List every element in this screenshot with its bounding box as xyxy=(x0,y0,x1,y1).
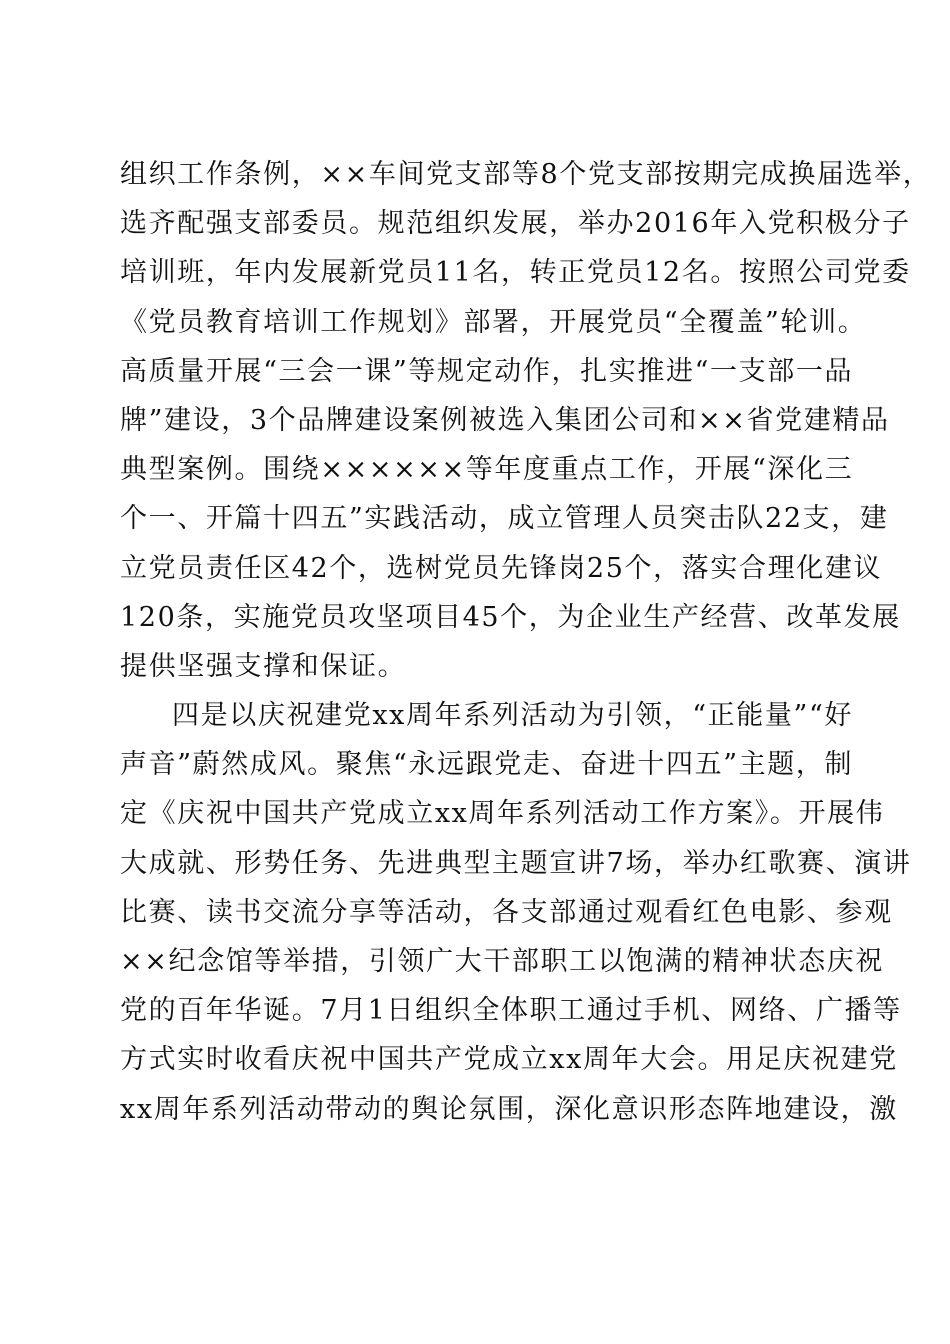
text-line: 方式实时收看庆祝中国共产党成立xx周年大会。用足庆祝建党 xyxy=(120,1044,898,1076)
text-line: 立党员责任区42个，选树党员先锋岗25个，落实合理化建议 xyxy=(120,552,883,584)
text-line: 声音”蔚然成风。聚焦“永远跟党走、奋进十四五”主题，制 xyxy=(120,749,854,781)
text-line: 《党员教育培训工作规划》部署，开展党员“全覆盖”轮训。 xyxy=(120,306,867,338)
text-line: ××纪念馆等举措，引领广大干部职工以饱满的精神状态庆祝 xyxy=(120,946,884,977)
document-body xyxy=(120,150,932,1134)
text-line: 组织工作条例，××车间党支部等8个党支部按期完成换届选举， xyxy=(120,159,932,190)
text-line: 定《庆祝中国共产党成立xx周年系列活动工作方案》。开展伟 xyxy=(120,798,885,830)
paragraph-1 xyxy=(120,150,932,691)
text-line: 牌”建设，3个品牌建设案例被选入集团公司和××省党建精品 xyxy=(120,404,890,436)
text-line: 高质量开展“三会一课”等规定动作，扎实推进“一支部一品 xyxy=(120,355,854,387)
text-line: 大成就、形势任务、先进典型主题宣讲7场，举办红歌赛、演讲 xyxy=(120,847,912,879)
text-line: xx周年系列活动带动的舆论氛围，深化意识形态阵地建设，激 xyxy=(120,1093,898,1125)
text-line: 典型案例。围绕××××××等年度重点工作，开展“深化三 xyxy=(120,454,854,486)
paragraph-2 xyxy=(120,691,912,1134)
text-line: 党的百年华诞。7月1日组织全体职工通过手机、网络、广播等 xyxy=(120,995,902,1027)
text-line: 提供坚强支撑和保证。 xyxy=(120,650,407,682)
text-line: 四是以庆祝建党xx周年系列活动为引领，“正能量”“好 xyxy=(172,700,853,732)
text-line: 比赛、读书交流分享等活动，各支部通过观看红色电影、参观 xyxy=(120,896,893,928)
text-line: 选齐配强支部委员。规范组织发展，举办2016年入党积极分子 xyxy=(120,208,911,240)
text-line: 个一、开篇十四五”实践活动，成立管理人员突击队22支，建 xyxy=(120,503,889,535)
text-line: 120条，实施党员攻坚项目45个，为企业生产经营、改革发展 xyxy=(120,601,901,633)
text-line: 培训班，年内发展新党员11名，转正党员12名。按照公司党委 xyxy=(120,257,911,289)
